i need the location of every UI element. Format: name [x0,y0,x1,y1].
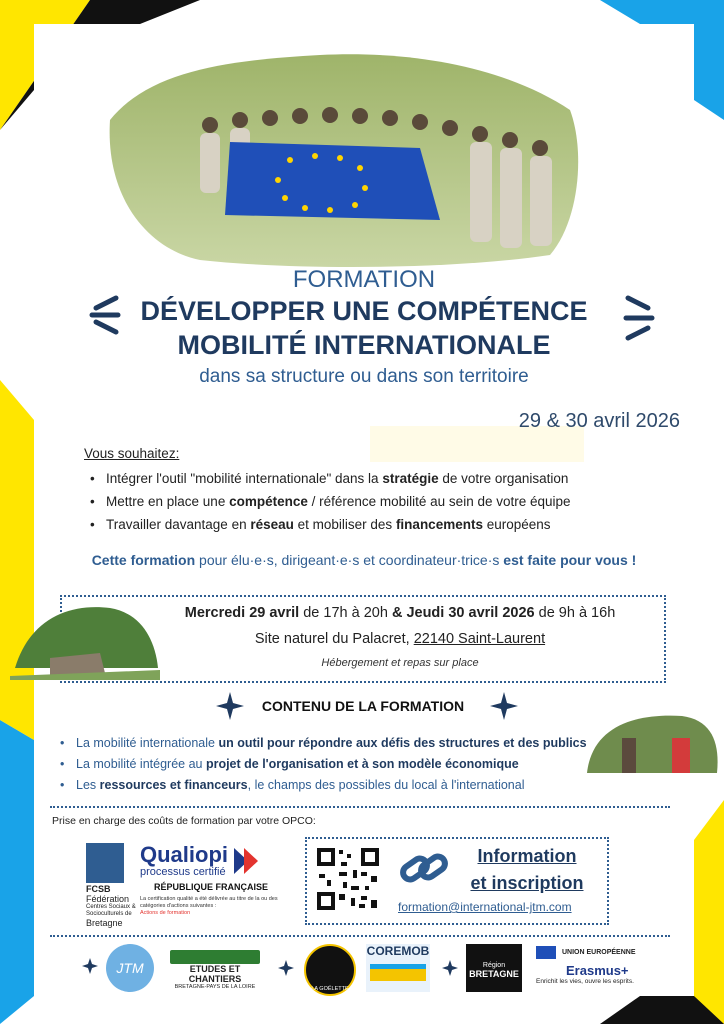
content-text: La mobilité internationale [76,736,219,750]
coremob-logo [366,944,430,992]
day2-time: de 9h à 16h [534,605,616,621]
eu-flag-row [536,946,666,959]
region-bretagne-logo [466,944,522,992]
erasmus-name: Erasmus+ [566,963,629,978]
info-title [452,843,602,897]
schedule-dates [150,605,650,621]
title-formation: FORMATION [292,266,436,293]
qualiopi-arrows-icon [234,848,264,874]
coremob-graphic [370,964,426,981]
audience-strong: est faite pour vous ! [503,552,637,568]
title-line-2: MOBILITÉ INTERNATIONALE [177,330,551,360]
content-text: La mobilité intégrée au [76,757,206,771]
fcsb-text [86,884,146,928]
subtitle: dans sa structure ou dans son territoire [199,366,529,387]
region-name: BRETAGNE [469,969,519,979]
qualiopi-logo [140,842,290,916]
sparkle-icon [278,960,294,976]
content-strong: projet de l'organisation et à son modèle économique [205,757,519,771]
wish-text: / référence mobilité au sein de votre équipe [307,494,571,509]
jtm-logo: JTM [106,944,154,992]
wishes-section [84,446,684,536]
left-sparkle-icon [86,290,126,340]
wish-text: Intégrer l'outil "mobilité internationale" dans la [106,471,383,486]
amp: & [391,605,403,621]
fcsb-line: FCSB [86,884,111,894]
place-link[interactable]: 22140 Saint-Laurent [413,631,546,647]
sparkle-right-icon [488,690,520,722]
wish-text: européens [482,517,551,532]
day1: Mercredi 29 avril [184,605,300,621]
republique-francaise: RÉPUBLIQUE FRANÇAISE [154,882,269,892]
group-photo-eu-flag [90,30,590,270]
divider [50,806,670,808]
content-heading: CONTENU DE LA FORMATION [261,698,465,714]
qr-code-icon[interactable] [315,846,381,912]
link-chain-icon [398,848,450,888]
fcsb-line: Bretagne [86,918,123,928]
content-text: , le champs des possibles du local à l'international [247,778,525,792]
fcsb-logo [86,843,124,883]
place-text: Site naturel du Palacret, [254,631,414,647]
venue-photo [10,598,160,680]
wish-text: Mettre en place une [106,494,230,509]
content-item [60,733,640,754]
qualiopi-note2: Actions de formation [140,910,191,916]
eu-label: UNION EUROPÉENNE [562,949,636,956]
content-strong: un outil pour répondre aux défis des structures et des publics [218,736,587,750]
wish-strong: stratégie [382,471,439,486]
etudes-chantiers-logo [170,950,260,990]
etudes-graphic [170,950,260,964]
wish-strong: compétence [229,494,308,509]
qualiopi-title: Qualiopi [140,842,228,867]
qualiopi-note: La certification qualité a été délivrée au titre de la ou des catégories d'actions suivantes : [140,896,278,909]
audience-strong: Cette formation [91,552,196,568]
day2: Jeudi 30 avril 2026 [402,605,535,621]
info-line1: Information [477,846,577,866]
wish-text: de votre organisation [438,471,569,486]
audience-text: pour élu·e·s, dirigeant·e·s et coordinateur·trice·s [195,552,504,568]
lodging-note: Hébergement et repas sur place [321,657,479,669]
fcsb-line: Fédération [86,894,130,904]
wishes-heading: Vous souhaitez: [84,446,180,461]
wish-text: Travailler davantage en [106,517,251,532]
wish-item [90,490,684,513]
eu-flag-icon [536,946,556,959]
info-line2: et inscription [470,873,584,893]
info-email[interactable]: formation@international-jtm.com [398,900,572,914]
content-item [60,775,640,796]
event-dates: 29 & 30 avril 2026 [518,410,680,432]
audience-line [34,552,694,568]
erasmus-tagline: Enrichit les vies, ouvre les esprits. [536,978,634,985]
wish-item [90,513,684,536]
etudes-sub: BRETAGNE-PAYS DE LA LOIRE [174,984,256,990]
wish-strong: financements [395,517,483,532]
qualiopi-sub: processus certifié [140,866,226,878]
right-sparkle-icon [618,290,658,350]
divider-bottom [50,935,670,937]
title-line-1: DÉVELOPPER UNE COMPÉTENCE [140,296,588,326]
wish-item [90,467,684,490]
sparkle-icon [442,960,458,976]
eu-erasmus-logo [536,946,666,985]
funding-label: Prise en charge des coûts de formation par votre OPCO: [52,815,316,827]
coremob-name: COREMOB [366,944,430,958]
content-text: Les [76,778,100,792]
wish-text: et mobiliser des [293,517,396,532]
goelette-logo [304,944,356,996]
content-item [60,754,640,775]
region-label: Région [482,962,506,969]
content-strong: ressources et financeurs [99,778,248,792]
sparkle-icon [82,958,98,974]
goelette-name: LA GOËLETTE [311,986,349,992]
schedule-place [150,631,650,647]
fcsb-line: Centres Sociaux & Socioculturels de [86,904,136,917]
etudes-name: ETUDES ET CHANTIERS [188,964,242,984]
content-section [60,733,640,796]
day1-time: de 17h à 20h [299,605,392,621]
wish-strong: réseau [250,517,294,532]
